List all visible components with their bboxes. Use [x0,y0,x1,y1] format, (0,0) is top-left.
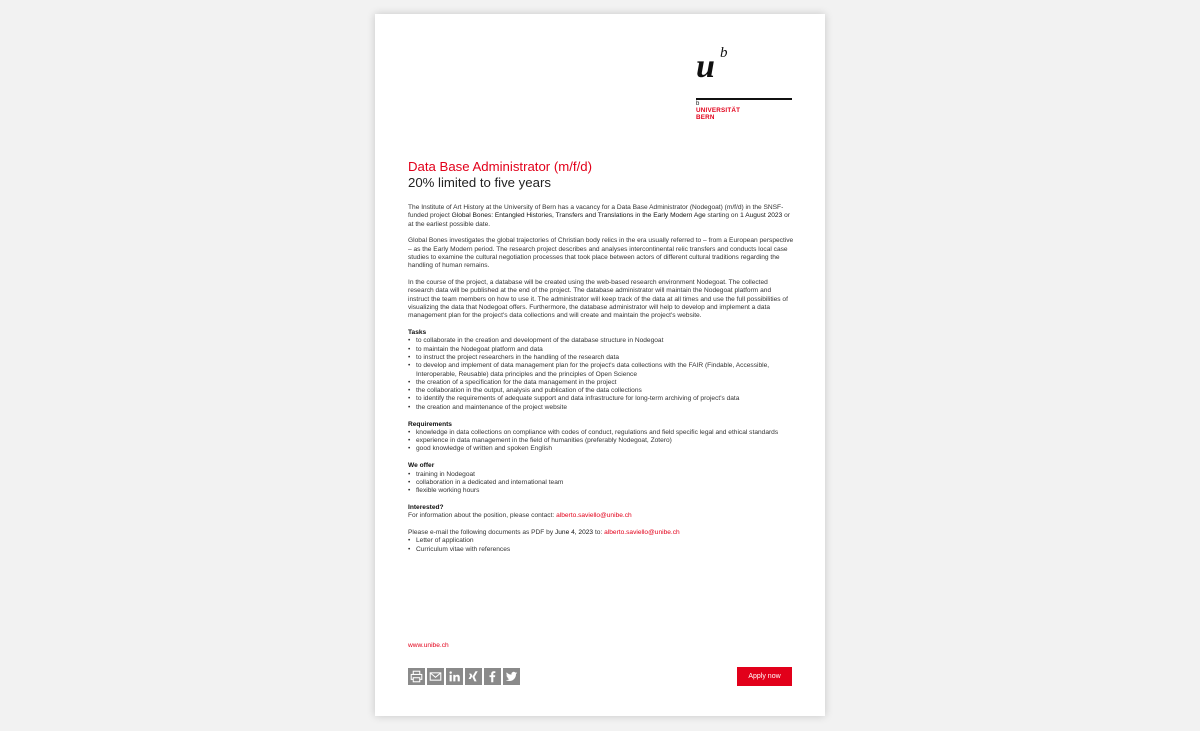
requirements-heading: Requirements [408,420,452,428]
offer-heading: We offer [408,462,435,470]
job-subtitle: 20% limited to five years [408,175,551,190]
list-item: • to identify the requirements of adequate support and data infrastructure for long-term archiving of project's data [408,395,794,403]
job-content [408,159,794,562]
list-item: • to collaborate in the creation and development of the database structure in Nodegoat [408,337,794,345]
list-item: • training in Nodegoat [408,471,794,479]
intro-text-1: The Institute of Art History at the University of Bern has a vacancy for a Data Base Administrator (Nodegoat) (m/f/d) in the SNSF-funded project [408,204,784,220]
contact-email-link[interactable]: alberto.saviello@unibe.ch [556,512,632,520]
logo-mark: u [696,48,715,85]
contact-text: For information about the position, please contact: [408,512,557,520]
list-item: • to develop and implement of data management plan for the project's data collections with the FAIR (Findable, Accessible, Interoperable, Reusable) data principles and the principles of Open Science [408,362,794,379]
list-item: • the collaboration in the output, analysis and publication of the data collections [408,387,794,395]
apply-now-button[interactable]: Apply now [737,667,792,686]
documents-text-2: to: [593,529,605,536]
university-website-link[interactable]: www.unibe.ch [408,642,449,649]
project-name: Global Bones: Entangled Histories, Transfers and Translations in the Early Modern Age [451,212,706,220]
documents-text-1: Please e-mail the following documents as PDF by [408,529,555,536]
list-item: • knowledge in data collections on compliance with codes of conduct, regulations and field specific legal and ethical standards [408,429,794,437]
university-logo [696,45,792,138]
logo-name [696,107,740,121]
list-item: • good knowledge of written and spoken English [408,445,794,453]
intro-text-3: or at the earliest possible date. [408,212,790,228]
job-title: Data Base Administrator (m/f/d) [408,159,592,174]
list-item: • to instruct the project researchers in the handling of the research data [408,354,794,362]
requirements-list [408,429,794,454]
logo-small-b: b [696,101,700,107]
facebook-icon[interactable] [484,668,501,685]
list-item: • flexible working hours [408,487,794,495]
job-ad-page [375,14,825,716]
start-date: 1 August 2023 [740,212,783,220]
list-item: • to maintain the Nodegoat platform and data [408,346,794,354]
xing-icon[interactable] [465,668,482,685]
project-description: Global Bones investigates the global trajectories of Christian body relics in the era usually referred to – from a European perspective – as the Early Modern period. The research project describes and analyses intercontinental relic transfers and conducts local case studies to examine the cultural negotiation processes that took place between actors of different cultural traditions regarding the handling of human remains. [408,237,794,270]
list-item: • Curriculum vitae with references [408,546,794,554]
interested-heading: Interested? [408,503,444,511]
list-item: • Letter of application [408,537,794,545]
logo-line-1: UNIVERSITÄT [696,107,741,114]
email-icon[interactable] [427,668,444,685]
list-item: • the creation of a specification for the data management in the project [408,379,794,387]
list-item: • experience in data management in the field of humanities (preferably Nodegoat, Zotero) [408,437,794,445]
contact-line [408,512,794,520]
logo-rule [696,98,792,100]
database-description: In the course of the project, a database will be created using the web-based research environment Nodegoat. The collected research data will be published at the end of the project. The database administrator will maintain the Nodegoat platform and instruct the team members on how to use it. The administrator will keep track of the data at all times and use the full possibilities of visualizing the data that Nodegoat offers. Furthermore, the database administrator will help to develop and implement a data management plan for the project's data collections and will create and maintain the project's website. [408,279,788,320]
logo-line-2: BERN [696,114,715,121]
intro-paragraph [408,204,794,229]
offer-list [408,471,794,496]
tasks-list [408,337,794,412]
list-item: • collaboration in a dedicated and international team [408,479,794,487]
list-item: • the creation and maintenance of the project website [408,404,794,412]
twitter-icon[interactable] [503,668,520,685]
application-email-link[interactable]: alberto.saviello@unibe.ch [604,529,680,536]
documents-line [408,529,794,537]
intro-text-2: starting on [705,212,741,220]
print-icon[interactable] [408,668,425,685]
linkedin-icon[interactable] [446,668,463,685]
tasks-heading: Tasks [408,329,427,337]
documents-list [408,537,794,554]
deadline: June 4, 2023 [554,529,594,536]
share-bar [408,668,520,685]
logo-superscript: b [720,45,728,61]
